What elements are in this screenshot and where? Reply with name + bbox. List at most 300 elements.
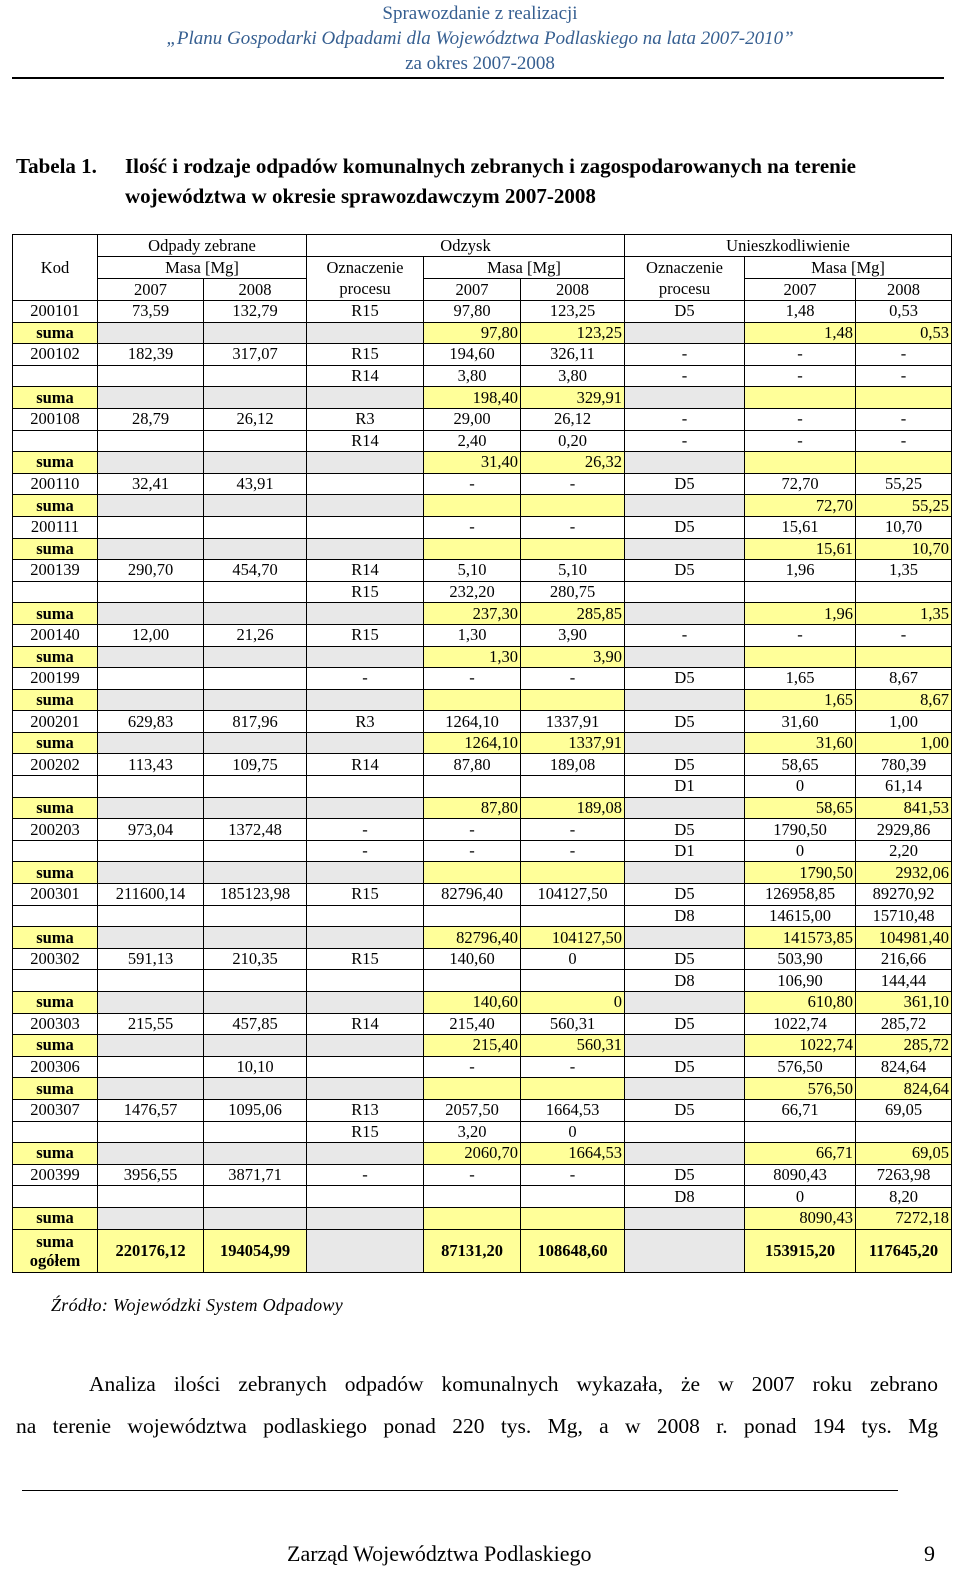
table-cell (625, 495, 745, 517)
table-cell: 8090,43 (745, 1164, 856, 1186)
table-cell: D5 (625, 516, 745, 538)
table-cell: D8 (625, 970, 745, 992)
table-cell: R15 (307, 884, 424, 906)
paragraph-line-1: Analiza ilości zebranych odpadów komunalnych wykazała, że w 2007 roku zebrano (89, 1372, 938, 1396)
total-value: 153915,20 (745, 1229, 856, 1272)
table-cell: 182,39 (98, 344, 204, 366)
waste-code: 200199 (13, 668, 98, 690)
table-cell (204, 452, 307, 474)
sum-value: 189,08 (521, 797, 625, 819)
table-cell: - (625, 365, 745, 387)
table-cell: 21,26 (204, 624, 307, 646)
table-row (13, 581, 952, 603)
table-header-row (13, 279, 952, 301)
table-cell: 0 (521, 948, 625, 970)
table-cell (204, 1035, 307, 1057)
sum-value: 841,53 (856, 797, 952, 819)
table-cell: 1790,50 (745, 819, 856, 841)
table-cell (98, 797, 204, 819)
table-cell: D5 (625, 711, 745, 733)
table-row (13, 301, 952, 323)
sum-value: 198,40 (424, 387, 521, 409)
table-cell (98, 646, 204, 668)
table-cell (204, 862, 307, 884)
table-cell: - (745, 344, 856, 366)
sum-label: suma (13, 452, 98, 474)
table-cell (204, 365, 307, 387)
sum-value: 1664,53 (521, 1143, 625, 1165)
table-cell (98, 905, 204, 927)
footer-organization: Zarząd Województwa Podlaskiego (287, 1541, 592, 1566)
table-cell: - (307, 819, 424, 841)
sum-value: 8090,43 (745, 1207, 856, 1229)
table-row (13, 1099, 952, 1121)
table-cell: 12,00 (98, 624, 204, 646)
table-row (13, 884, 952, 906)
sum-value: 1,96 (745, 603, 856, 625)
sum-value (424, 1078, 521, 1100)
table-row (13, 430, 952, 452)
table-cell (204, 322, 307, 344)
sum-value: 1264,10 (424, 732, 521, 754)
table-cell (204, 732, 307, 754)
table-cell: 1264,10 (424, 711, 521, 733)
table-cell (424, 970, 521, 992)
table-cell: 10,70 (856, 516, 952, 538)
waste-code (13, 776, 98, 798)
table-cell (625, 581, 745, 603)
table-cell: 3,80 (521, 365, 625, 387)
table-cell (98, 495, 204, 517)
sum-value (521, 862, 625, 884)
table-cell: 15,61 (745, 516, 856, 538)
table-cell: 3956,55 (98, 1164, 204, 1186)
waste-code (13, 1186, 98, 1208)
table-cell: 10,10 (204, 1056, 307, 1078)
sum-value: 610,80 (745, 992, 856, 1014)
header-kod: Kod (13, 235, 98, 301)
table-cell (424, 905, 521, 927)
table-cell: 0 (745, 840, 856, 862)
sum-value: 82796,40 (424, 927, 521, 949)
table-cell: 824,64 (856, 1056, 952, 1078)
sum-label: suma (13, 862, 98, 884)
table-header-row (13, 257, 952, 279)
table-row (13, 1056, 952, 1078)
table-cell (625, 1229, 745, 1272)
waste-code: 200110 (13, 473, 98, 495)
table-cell: 58,65 (745, 754, 856, 776)
sum-row (13, 603, 952, 625)
table-cell: 560,31 (521, 1013, 625, 1035)
sum-label: suma (13, 1207, 98, 1229)
table-cell (625, 322, 745, 344)
table-cell: - (625, 624, 745, 646)
table-cell (98, 1056, 204, 1078)
table-cell: - (521, 840, 625, 862)
total-value: 87131,20 (424, 1229, 521, 1272)
table-cell (98, 970, 204, 992)
waste-code: 200201 (13, 711, 98, 733)
table-cell (625, 862, 745, 884)
table-cell: 132,79 (204, 301, 307, 323)
table-cell: - (424, 516, 521, 538)
waste-code: 200307 (13, 1099, 98, 1121)
sum-label: suma (13, 387, 98, 409)
sum-label: suma (13, 1078, 98, 1100)
waste-code: 200102 (13, 344, 98, 366)
table-row (13, 344, 952, 366)
total-value: 117645,20 (856, 1229, 952, 1272)
table-cell: 1022,74 (745, 1013, 856, 1035)
table-cell: 1,35 (856, 560, 952, 582)
table-cell (625, 992, 745, 1014)
table-cell: 26,12 (521, 408, 625, 430)
table-cell: 1,65 (745, 668, 856, 690)
table-cell: 1337,91 (521, 711, 625, 733)
sum-value (424, 495, 521, 517)
sum-label: suma (13, 603, 98, 625)
table-cell: 73,59 (98, 301, 204, 323)
table-cell: - (424, 668, 521, 690)
table-cell (204, 646, 307, 668)
sum-row (13, 1035, 952, 1057)
sum-value: 1,48 (745, 322, 856, 344)
table-cell (424, 1186, 521, 1208)
table-cell: 14615,00 (745, 905, 856, 927)
table-cell: D5 (625, 473, 745, 495)
sum-row (13, 992, 952, 1014)
table-cell (521, 905, 625, 927)
table-source: Źródło: Wojewódzki System Odpadowy (51, 1295, 344, 1315)
table-cell (204, 430, 307, 452)
table-cell (204, 581, 307, 603)
table-cell: - (307, 1164, 424, 1186)
sum-row (13, 387, 952, 409)
table-cell (521, 776, 625, 798)
table-cell: D5 (625, 1013, 745, 1035)
table-cell (98, 581, 204, 603)
sum-row (13, 689, 952, 711)
table-cell: 1664,53 (521, 1099, 625, 1121)
header-recovery: Odzysk (307, 235, 625, 257)
table-cell: - (307, 840, 424, 862)
table-cell: 457,85 (204, 1013, 307, 1035)
sum-value: 66,71 (745, 1143, 856, 1165)
table-cell (307, 862, 424, 884)
table-cell (98, 1035, 204, 1057)
table-cell: 8,20 (856, 1186, 952, 1208)
sum-value: 215,40 (424, 1035, 521, 1057)
table-cell: R3 (307, 408, 424, 430)
table-cell: D5 (625, 668, 745, 690)
table-cell: 1372,48 (204, 819, 307, 841)
table-cell: R3 (307, 711, 424, 733)
table-cell (625, 646, 745, 668)
sum-value: 31,60 (745, 732, 856, 754)
table-cell: D5 (625, 560, 745, 582)
table-cell: D1 (625, 840, 745, 862)
sum-row (13, 495, 952, 517)
table-cell (307, 689, 424, 711)
table-cell (98, 668, 204, 690)
table-cell (521, 1186, 625, 1208)
paragraph-line-2: na terenie województwa podlaskiego ponad 220 tys. Mg, a w 2008 r. ponad 194 tys. Mg (16, 1414, 938, 1438)
table-cell: 3,20 (424, 1121, 521, 1143)
sum-row (13, 452, 952, 474)
table-cell: 2,20 (856, 840, 952, 862)
table-cell (625, 927, 745, 949)
table-row (13, 516, 952, 538)
table-cell: 1095,06 (204, 1099, 307, 1121)
table-cell: D5 (625, 301, 745, 323)
sum-value: 560,31 (521, 1035, 625, 1057)
table-row (13, 560, 952, 582)
table-cell (307, 732, 424, 754)
waste-code (13, 1121, 98, 1143)
sum-label: suma (13, 538, 98, 560)
table-cell: 66,71 (745, 1099, 856, 1121)
table-cell: 194,60 (424, 344, 521, 366)
table-cell: 55,25 (856, 473, 952, 495)
sum-value: 237,30 (424, 603, 521, 625)
table-row (13, 711, 952, 733)
table-cell (307, 538, 424, 560)
header-mass: Masa [Mg] (745, 257, 952, 279)
table-cell: - (856, 344, 952, 366)
sum-row (13, 927, 952, 949)
sum-label: suma (13, 732, 98, 754)
table-cell: 629,83 (98, 711, 204, 733)
table-cell: R15 (307, 1121, 424, 1143)
sum-label: suma (13, 689, 98, 711)
table-cell: 280,75 (521, 581, 625, 603)
table-cell: - (856, 408, 952, 430)
table-cell: 1,00 (856, 711, 952, 733)
table-cell: D8 (625, 905, 745, 927)
table-cell (204, 992, 307, 1014)
table-cell (625, 387, 745, 409)
table-cell (204, 927, 307, 949)
table-cell (204, 970, 307, 992)
table-cell (98, 538, 204, 560)
table-cell: 43,91 (204, 473, 307, 495)
table-cell: 1,96 (745, 560, 856, 582)
table-cell (204, 1121, 307, 1143)
sum-value (521, 495, 625, 517)
table-cell: 69,05 (856, 1099, 952, 1121)
table-cell: - (424, 473, 521, 495)
table-cell (625, 1143, 745, 1165)
table-cell (204, 1186, 307, 1208)
table-cell: 97,80 (424, 301, 521, 323)
table-cell (98, 452, 204, 474)
sum-value (424, 1207, 521, 1229)
table-cell: 8,67 (856, 668, 952, 690)
table-cell: 31,60 (745, 711, 856, 733)
table-cell (625, 732, 745, 754)
sum-label: suma (13, 992, 98, 1014)
table-cell (204, 495, 307, 517)
table-cell: 32,41 (98, 473, 204, 495)
table-cell: - (521, 1164, 625, 1186)
waste-code (13, 840, 98, 862)
table-cell: 576,50 (745, 1056, 856, 1078)
table-cell: R14 (307, 365, 424, 387)
table-cell: - (745, 430, 856, 452)
sum-value: 1022,74 (745, 1035, 856, 1057)
table-cell: 0 (521, 1121, 625, 1143)
table-cell (98, 840, 204, 862)
table-cell: 140,60 (424, 948, 521, 970)
table-row (13, 1121, 952, 1143)
table-cell: 89270,92 (856, 884, 952, 906)
table-cell (307, 516, 424, 538)
table-cell: 290,70 (98, 560, 204, 582)
table-cell: - (307, 668, 424, 690)
table-cell (307, 992, 424, 1014)
table-cell (98, 1143, 204, 1165)
table-cell (307, 1035, 424, 1057)
table-cell: 232,20 (424, 581, 521, 603)
table-cell: - (625, 344, 745, 366)
sum-value: 2932,06 (856, 862, 952, 884)
sum-value: 104127,50 (521, 927, 625, 949)
table-cell: 2057,50 (424, 1099, 521, 1121)
sum-value: 285,72 (856, 1035, 952, 1057)
table-cell: R15 (307, 581, 424, 603)
header-mass: Masa [Mg] (98, 257, 307, 279)
table-cell: 28,79 (98, 408, 204, 430)
sum-value: 140,60 (424, 992, 521, 1014)
table-row (13, 905, 952, 927)
table-cell: 126958,85 (745, 884, 856, 906)
table-cell: - (424, 1056, 521, 1078)
sum-value: 329,91 (521, 387, 625, 409)
total-label-line-1: suma (36, 1231, 74, 1251)
table-cell: 215,55 (98, 1013, 204, 1035)
total-value: 220176,12 (98, 1229, 204, 1272)
table-cell (307, 646, 424, 668)
table-cell: 144,44 (856, 970, 952, 992)
table-row (13, 668, 952, 690)
table-cell: 973,04 (98, 819, 204, 841)
sum-value (424, 538, 521, 560)
table-cell (307, 797, 424, 819)
waste-code (13, 365, 98, 387)
sum-row (13, 322, 952, 344)
table-cell (204, 797, 307, 819)
sum-value (745, 387, 856, 409)
total-value: 194054,99 (204, 1229, 307, 1272)
table-cell (307, 970, 424, 992)
header-process: Oznaczenie (307, 257, 424, 279)
table-cell (625, 603, 745, 625)
table-cell (98, 430, 204, 452)
table-cell: 109,75 (204, 754, 307, 776)
table-cell: 185123,98 (204, 884, 307, 906)
sum-value: 824,64 (856, 1078, 952, 1100)
table-cell (307, 1056, 424, 1078)
table-cell (307, 1229, 424, 1272)
table-row (13, 1013, 952, 1035)
waste-code: 200202 (13, 754, 98, 776)
table-cell (204, 516, 307, 538)
table-cell: - (856, 624, 952, 646)
header-process: procesu (307, 279, 424, 301)
sum-label: suma (13, 322, 98, 344)
table-cell (204, 689, 307, 711)
total-label (13, 1229, 98, 1272)
table-cell (424, 776, 521, 798)
table-cell: - (625, 408, 745, 430)
table-cell: 72,70 (745, 473, 856, 495)
waste-code: 200303 (13, 1013, 98, 1035)
table-cell (307, 905, 424, 927)
table-cell (745, 581, 856, 603)
table-cell: 15710,48 (856, 905, 952, 927)
table-cell: 2929,86 (856, 819, 952, 841)
waste-code: 200306 (13, 1056, 98, 1078)
waste-code: 200139 (13, 560, 98, 582)
header-year: 2007 (745, 279, 856, 301)
waste-code (13, 905, 98, 927)
sum-value (856, 387, 952, 409)
sum-label: suma (13, 797, 98, 819)
sum-value: 0 (521, 992, 625, 1014)
sum-value: 576,50 (745, 1078, 856, 1100)
table-cell: R14 (307, 1013, 424, 1035)
sum-value: 1,65 (745, 689, 856, 711)
table-cell: 123,25 (521, 301, 625, 323)
waste-code (13, 970, 98, 992)
table-cell: - (521, 473, 625, 495)
table-cell: 591,13 (98, 948, 204, 970)
table-cell (204, 538, 307, 560)
table-cell: 503,90 (745, 948, 856, 970)
header-disposal: Unieszkodliwienie (625, 235, 952, 257)
sum-row (13, 1143, 952, 1165)
table-row (13, 1164, 952, 1186)
header-rule (12, 77, 944, 79)
sum-row (13, 732, 952, 754)
table-cell: R14 (307, 430, 424, 452)
sum-value (424, 689, 521, 711)
table-cell: 87,80 (424, 754, 521, 776)
header-process: procesu (625, 279, 745, 301)
table-cell (625, 1121, 745, 1143)
table-cell (307, 387, 424, 409)
table-row (13, 776, 952, 798)
table-cell: 317,07 (204, 344, 307, 366)
table-cell: - (424, 840, 521, 862)
table-cell: - (521, 1056, 625, 1078)
table-row (13, 754, 952, 776)
header-line-3: za okres 2007-2008 (405, 53, 555, 74)
sum-value: 55,25 (856, 495, 952, 517)
page-number: 9 (924, 1541, 935, 1566)
table-row (13, 948, 952, 970)
table-cell: - (745, 365, 856, 387)
header-line-1: Sprawozdanie z realizacji (382, 3, 578, 24)
table-cell: 7263,98 (856, 1164, 952, 1186)
table-header-row (13, 235, 952, 257)
table-row (13, 1186, 952, 1208)
sum-label: suma (13, 927, 98, 949)
header-mass: Masa [Mg] (424, 257, 625, 279)
header-year: 2008 (204, 279, 307, 301)
table-cell: - (424, 1164, 521, 1186)
